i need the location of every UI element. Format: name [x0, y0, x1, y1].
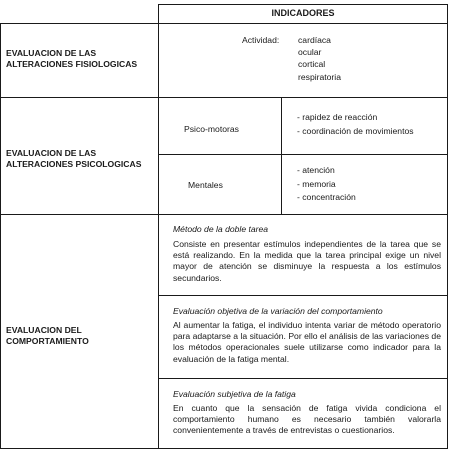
psicomotoras-item: - coordinación de movimientos [297, 126, 414, 136]
subgroup-label-mentales: Mentales [188, 180, 223, 190]
method1-divider [158, 295, 448, 296]
method-title-subjetiva: Evaluación subjetiva de la fatiga [173, 389, 296, 399]
mentales-item: - concentración [297, 192, 356, 202]
table-right-border [447, 4, 448, 449]
method-title-objetiva: Evaluación objetiva de la variación del comportamiento [173, 306, 383, 316]
actividad-item: cortical [298, 59, 326, 69]
method-body-doble-tarea: Consiste en presentar estímulos independientes de la tarea que se está realizando. En la medida que la tarea principal exige un nivel mayor de atención se disminuye la respuesta a los estímulos secundarios. [173, 239, 441, 283]
table-column-divider [158, 4, 159, 449]
actividad-label: Actividad: [242, 35, 280, 45]
subgroup-label-psicomotoras: Psico-motoras [184, 124, 239, 134]
mentales-item: - memoria [297, 179, 336, 189]
psicomotoras-item: - rapidez de reacción [297, 112, 378, 122]
header-indicadores: INDICADORES [271, 8, 335, 18]
actividad-item: cardíaca [298, 35, 331, 45]
row-title-comportamiento-line2: COMPORTAMIENTO [6, 336, 89, 346]
table-top-border [158, 4, 448, 5]
method-body-objetiva: Al aumentar la fatiga, el individuo intenta variar de método operatorio para adaptarse a la situación. Por ello el análisis de las variaciones de los métodos operacionales suele utilizarse como indicador para la evaluación de la fatiga mental. [173, 320, 441, 364]
row-title-psicologicas-line1: EVALUACION DE LAS [6, 148, 97, 158]
row-title-fisiologicas-line1: EVALUACION DE LAS [6, 48, 97, 58]
method-body-subjetiva: En cuanto que la sensación de fatiga vivida condiciona el comportamiento humano es necesario también valorarla convenientemente a través de entrevistas o cuestionarios. [173, 403, 441, 436]
method-title-doble-tarea: Método de la doble tarea [173, 224, 269, 234]
row1-bottom-border [0, 97, 448, 98]
actividad-item: respiratoria [298, 72, 341, 82]
row-title-fisiologicas-line2: ALTERACIONES FISIOLOGICAS [6, 59, 138, 69]
method2-divider [158, 378, 448, 379]
header-bottom-border [0, 23, 448, 24]
table-left-border [0, 23, 1, 449]
row-title-psicologicas-line2: ALTERACIONES PSICOLOGICAS [6, 159, 142, 169]
mentales-item: - atención [297, 165, 335, 175]
psych-sub-divider [158, 154, 448, 155]
table-bottom-border [0, 448, 448, 449]
psych-inner-divider [281, 97, 282, 214]
row2-bottom-border [0, 214, 448, 215]
actividad-item: ocular [298, 47, 322, 57]
row-title-comportamiento-line1: EVALUACION DEL [6, 325, 82, 335]
